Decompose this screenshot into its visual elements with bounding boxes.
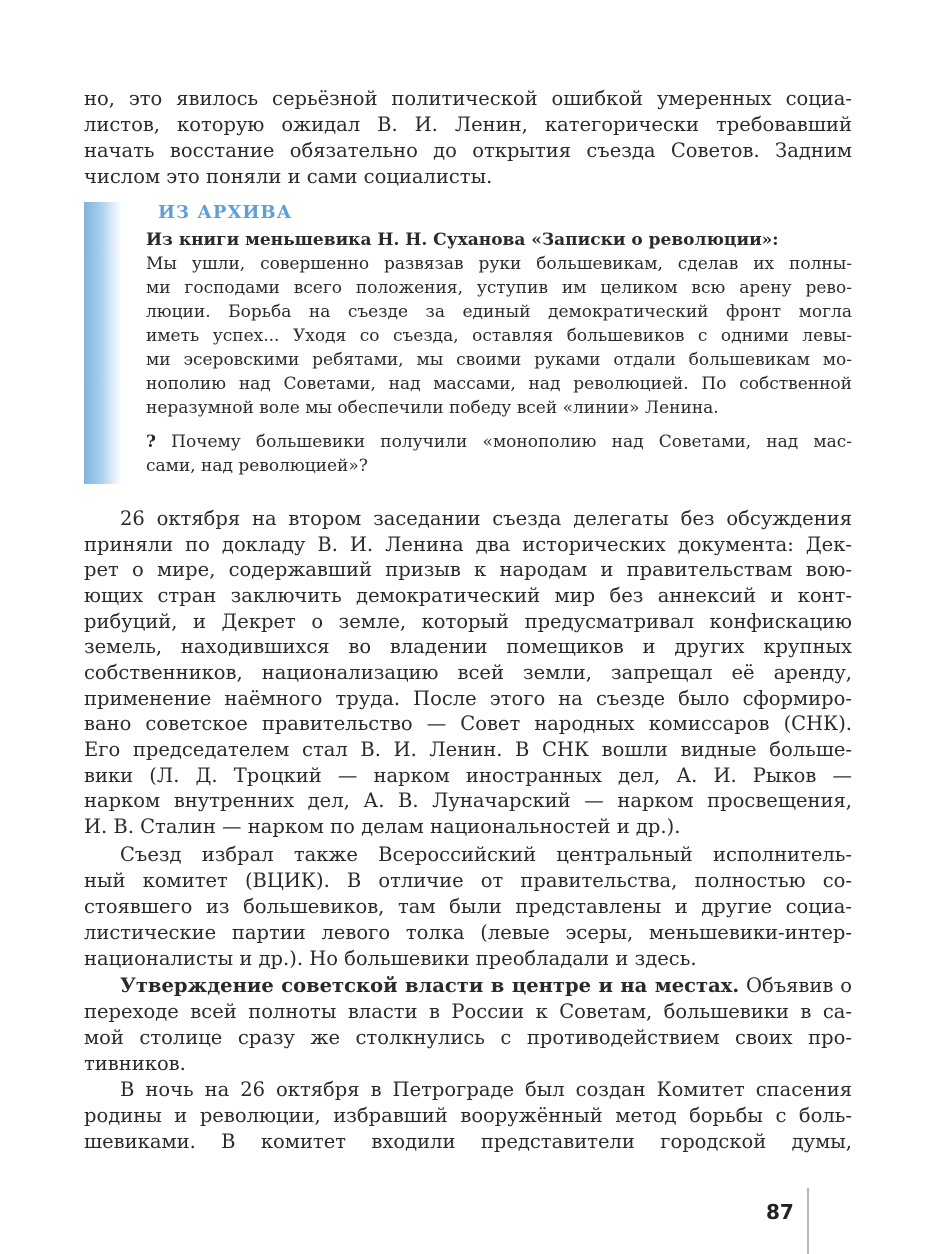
- text-line: Съезд избрал также Всероссийский центральный исполнитель-: [120, 843, 852, 866]
- text-line: Его председателем стал В. И. Ленин. В СНК вошли видные больше-: [84, 738, 852, 761]
- archive-question-line: [146, 430, 852, 454]
- text-line: мой столице сразу же столкнулись с противодействием своих про-: [84, 1026, 852, 1049]
- text-line: ющих стран заключить демократический мир без аннексий и конт-: [84, 584, 852, 607]
- archive-quote-line: неразумной воле мы обеспечили победу всей «линии» Ленина.: [146, 398, 719, 418]
- intro-line: начать восстание обязательно до открытия съезда Советов. Задним: [84, 139, 852, 162]
- page-divider: [807, 1188, 809, 1254]
- text-line: шевиками. В комитет входили представители городской думы,: [84, 1130, 852, 1153]
- text-line: стоявшего из большевиков, там были представлены и другие социа-: [84, 895, 852, 918]
- question-mark-icon: ?: [146, 432, 156, 452]
- archive-question-text: Почему большевики получили «монополию над Советами, над мас-: [171, 432, 852, 452]
- text-line: родины и революции, избравший вооружённый метод борьбы с боль-: [84, 1104, 852, 1127]
- archive-quote-line: люции. Борьба на съезде за единый демократический фронт могла: [146, 302, 852, 322]
- archive-quote-line: ми эсеровскими ребятами, мы своими руками отдали большевикам мо-: [146, 350, 852, 370]
- text-line: рет о мире, содержавший призыв к народам и правительствам вою-: [84, 558, 852, 581]
- archive-quote-line: Мы ушли, совершенно развязав руки большевикам, сделав их полны-: [146, 254, 852, 274]
- text-line: переходе всей полноты власти в России к Советам, большевики в са-: [84, 1000, 852, 1023]
- text-line: рибуций, и Декрет о земле, который предусматривал конфискацию: [84, 610, 852, 633]
- section-heading-continuation: Объявив о: [746, 974, 852, 997]
- archive-decorative-bar: [84, 202, 122, 484]
- archive-quote-line: нополию над Советами, над массами, над революцией. По собственной: [146, 374, 852, 394]
- text-line: листические партии левого толка (левые эсеры, меньшевики-интер-: [84, 921, 852, 944]
- text-line: вики (Л. Д. Троцкий — нарком иностранных дел, А. И. Рыков —: [84, 764, 852, 787]
- archive-question-line: сами, над революцией»?: [146, 456, 368, 476]
- page-number: 87: [766, 1200, 794, 1224]
- archive-source: Из книги меньшевика Н. Н. Суханова «Записки о революции»:: [146, 230, 779, 250]
- intro-line: листов, которую ожидал В. И. Ленин, категорически требовавший: [84, 113, 852, 136]
- archive-box: [84, 202, 852, 484]
- text-line: В ночь на 26 октября в Петрограде был создан Комитет спасения: [120, 1078, 852, 1101]
- archive-quote-line: иметь успех... Уходя со съезда, оставляя большевиков с одними левы-: [146, 326, 852, 346]
- section-heading-line: [84, 973, 852, 998]
- text-line: ный комитет (ВЦИК). В отличие от правительства, полностью со-: [84, 869, 852, 892]
- text-line: нарком внутренних дел, А. В. Луначарский — нарком просвещения,: [84, 789, 852, 812]
- text-line: 26 октября на втором заседании съезда делегаты без обсуждения: [120, 507, 852, 530]
- intro-line: числом это поняли и сами социалисты.: [84, 165, 493, 188]
- text-line: собственников, национализацию всей земли, запрещал её аренду,: [84, 661, 852, 684]
- text-line: тивников.: [84, 1052, 186, 1075]
- archive-quote-line: ми господами всего положения, уступив им целиком всю арену рево-: [146, 278, 852, 298]
- intro-line: но, это явилось серьёзной политической ошибкой умеренных социа-: [84, 87, 852, 110]
- section-heading: Утверждение советской власти в центре и на местах.: [120, 974, 740, 997]
- text-line: националисты и др.). Но большевики преобладали и здесь.: [84, 947, 697, 970]
- text-line: И. В. Сталин — нарком по делам национальностей и др.).: [84, 815, 681, 838]
- text-line: применение наёмного труда. После этого на съезде было сформиро-: [84, 687, 852, 710]
- text-line: вано советское правительство — Совет народных комиссаров (СНК).: [84, 712, 852, 735]
- text-line: приняли по докладу В. И. Ленина два исторических документа: Дек-: [84, 533, 852, 556]
- archive-title: ИЗ АРХИВА: [158, 202, 293, 223]
- text-line: земель, находившихся во владении помещиков и других крупных: [84, 635, 852, 658]
